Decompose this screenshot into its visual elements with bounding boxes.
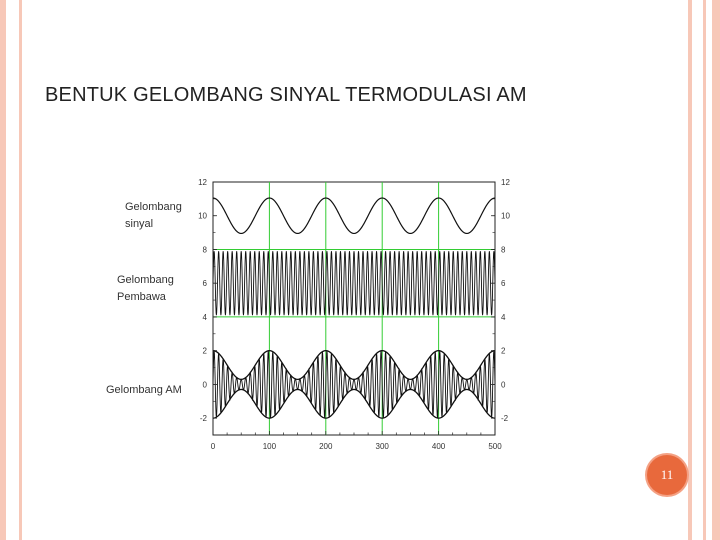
- page-number: 11: [660, 467, 674, 482]
- x-tick-label: 500: [488, 442, 502, 451]
- am-waveform-figure: [100, 172, 520, 464]
- label-signal-line1: Gelombang: [125, 201, 182, 213]
- x-tick-label: 0: [210, 442, 216, 451]
- y-tick-label-left: -2: [199, 414, 207, 424]
- y-tick-label-right: 0: [501, 380, 506, 390]
- label-signal-line2: sinyal: [125, 218, 154, 230]
- label-am: Gelombang AM: [106, 384, 182, 396]
- y-tick-label-right: 2: [501, 346, 506, 356]
- y-tick-label-left: 4: [202, 312, 207, 322]
- y-tick-label-right: 8: [501, 245, 506, 255]
- slide-frame-left: [0, 0, 22, 540]
- x-tick-label: 100: [262, 442, 277, 451]
- y-tick-label-left: 6: [202, 279, 207, 289]
- x-tick-label: 300: [375, 442, 389, 451]
- signal-wave: [213, 198, 495, 233]
- y-tick-label-right: 6: [501, 279, 506, 289]
- y-tick-label-left: 10: [198, 211, 207, 221]
- y-tick-label-left: 12: [198, 178, 207, 187]
- slide-title: BENTUK GELOMBANG SINYAL TERMODULASI AM: [45, 84, 527, 106]
- plot-border: [213, 182, 495, 435]
- y-tick-label-left: 0: [202, 380, 207, 390]
- y-tick-label-left: 8: [202, 245, 207, 255]
- label-carrier-line1: Gelombang: [117, 274, 174, 286]
- am-wave: [213, 351, 495, 418]
- carrier-wave: [213, 251, 495, 315]
- am-envelope-lower: [213, 389, 495, 418]
- y-tick-label-right: 4: [501, 312, 506, 322]
- y-tick-label-right: 10: [501, 211, 510, 221]
- label-carrier-line2: Pembawa: [117, 291, 166, 303]
- y-tick-label-left: 2: [202, 346, 207, 356]
- x-tick-label: 400: [431, 442, 446, 451]
- page-number-badge: [647, 455, 687, 495]
- y-tick-label-right: 12: [501, 178, 510, 187]
- x-tick-label: 200: [319, 442, 333, 451]
- y-tick-label-right: -2: [501, 414, 509, 424]
- slide-frame-right-line: [703, 0, 706, 540]
- waveform-plot: [100, 172, 520, 464]
